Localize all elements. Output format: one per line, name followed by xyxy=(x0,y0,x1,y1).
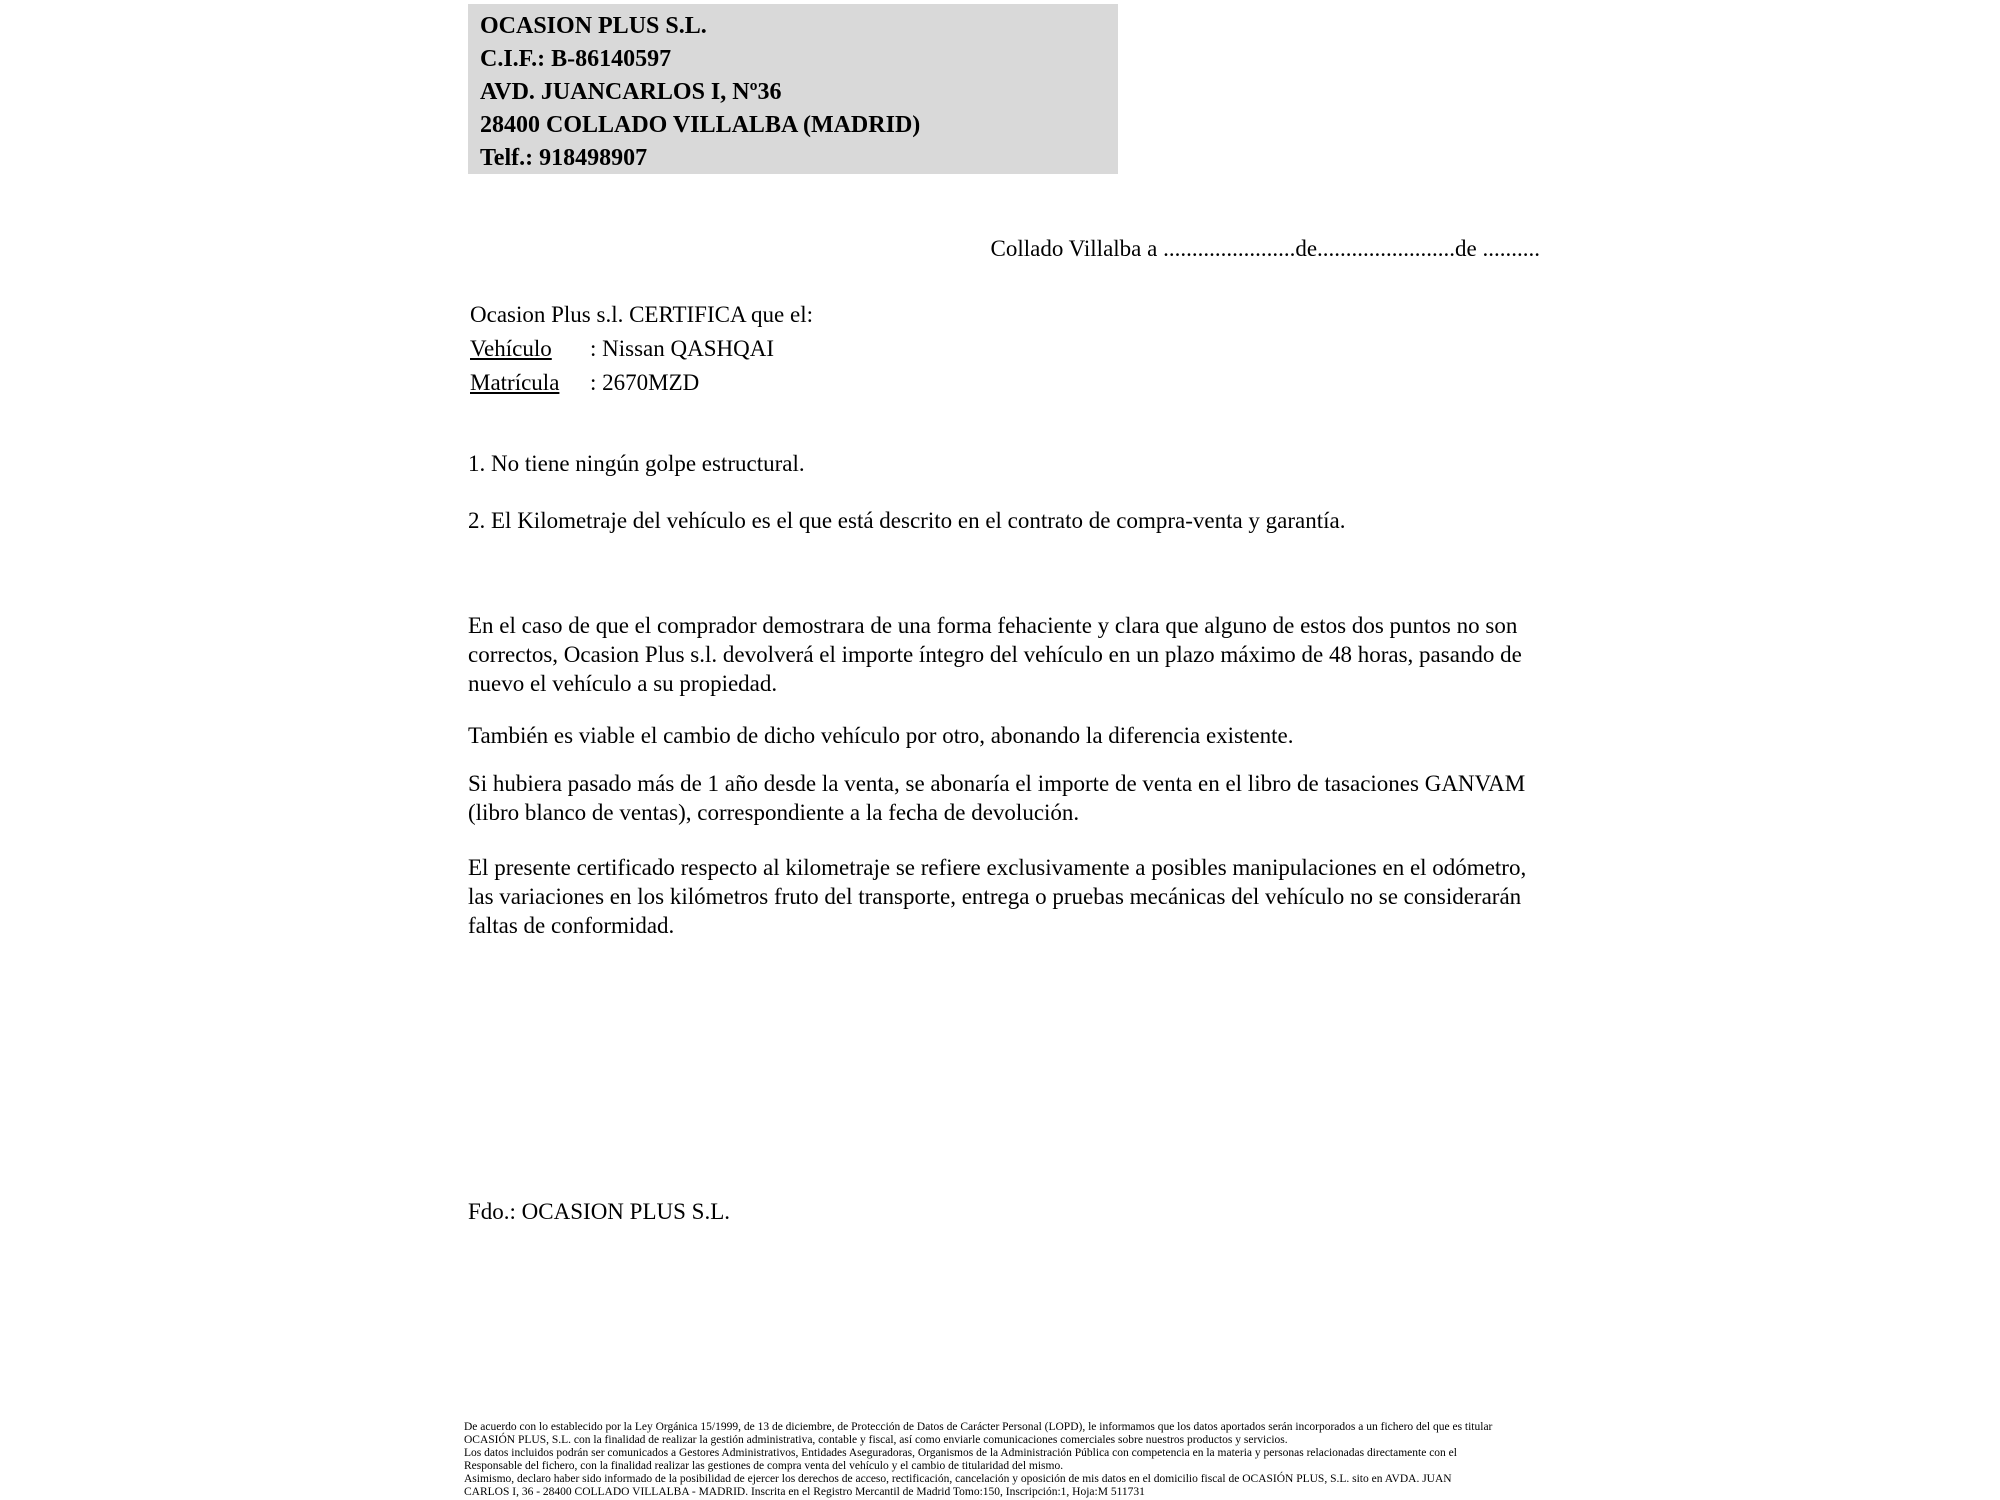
clause-structural-damage: 1. No tiene ningún golpe estructural. xyxy=(468,451,805,476)
legal-line-3: Los datos incluidos podrán ser comunicados a Gestores Administrativos, Entidades Aseguradoras, Organismos de la Administración Pública con competencia en la materia y personas relacionadas directamente con el xyxy=(464,1447,1457,1459)
vehicle-value: : Nissan QASHQAI xyxy=(590,336,774,361)
legal-line-2: OCASIÓN PLUS, S.L. con la finalidad de realizar la gestión administrativa, contable y fiscal, así como enviarle comunicaciones comerciales sobre nuestros productos y servicios. xyxy=(464,1434,1288,1446)
vehicle-label: Vehículo xyxy=(470,336,552,361)
legal-footer xyxy=(464,1421,1492,1499)
company-postal-city: 28400 COLLADO VILLALBA (MADRID) xyxy=(480,112,921,138)
company-address: AVD. JUANCARLOS I, Nº36 xyxy=(480,79,782,105)
plate-value: : 2670MZD xyxy=(590,370,700,395)
company-name: OCASION PLUS S.L. xyxy=(480,13,707,39)
certify-intro: Ocasion Plus s.l. CERTIFICA que el: xyxy=(470,302,813,327)
paragraph-ganvam-valuation: Si hubiera pasado más de 1 año desde la venta, se abonaría el importe de venta en el libro de tasaciones GANVAM (libro blanco de ventas), correspondiente a la fecha de devolución. xyxy=(468,771,1526,825)
plate-label: Matrícula xyxy=(470,370,560,395)
paragraph-refund-policy: En el caso de que el comprador demostrara de una forma fehaciente y clara que alguno de estos dos puntos no son correctos, Ocasion Plus s.l. devolverá el importe íntegro del vehículo en un plazo máximo de 48 horas, pasando de nuevo el vehículo a su propiedad. xyxy=(468,613,1522,696)
company-phone: Telf.: 918498907 xyxy=(480,145,648,171)
date-fill-in-line: Collado Villalba a .......................de........................de .......... xyxy=(990,236,1540,261)
legal-line-4: Responsable del fichero, con la finalidad realizar las gestiones de compra venta del vehículo y el cambio de titularidad del mismo. xyxy=(464,1460,1064,1472)
paragraph-exchange-option: También es viable el cambio de dicho vehículo por otro, abonando la diferencia existente. xyxy=(468,723,1294,748)
company-header-box xyxy=(468,4,1118,174)
certification-block xyxy=(470,298,813,400)
vehicle-field xyxy=(470,332,813,366)
paragraph-odometer-disclaimer: El presente certificado respecto al kilometraje se refiere exclusivamente a posibles manipulaciones en el odómetro, las variaciones en los kilómetros fruto del transporte, entrega o pruebas mecánicas del vehículo no se considerarán faltas de conformidad. xyxy=(468,855,1527,938)
company-cif: C.I.F.: B-86140597 xyxy=(480,46,672,72)
clause-mileage: 2. El Kilometraje del vehículo es el que está descrito en el contrato de compra-venta y garantía. xyxy=(468,508,1346,533)
signature-line: Fdo.: OCASION PLUS S.L. xyxy=(468,1199,730,1224)
legal-line-1: De acuerdo con lo establecido por la Ley Orgánica 15/1999, de 13 de diciembre, de Protección de Datos de Carácter Personal (LOPD), le informamos que los datos aportados serán incorporados a un fichero del que es titular xyxy=(464,1421,1493,1433)
legal-line-6: CARLOS I, 36 - 28400 COLLADO VILLALBA - MADRID. Inscrita en el Registro Mercantil de Madrid Tomo:150, Inscripción:1, Hoja:M 511731 xyxy=(464,1486,1145,1498)
plate-field xyxy=(470,366,813,400)
legal-line-5: Asimismo, declaro haber sido informado de la posibilidad de ejercer los derechos de acceso, rectificación, cancelación y oposición de mis datos en el domicilio fiscal de OCASIÓN PLUS, S.L. sito en AVDA. JUAN xyxy=(464,1473,1452,1485)
